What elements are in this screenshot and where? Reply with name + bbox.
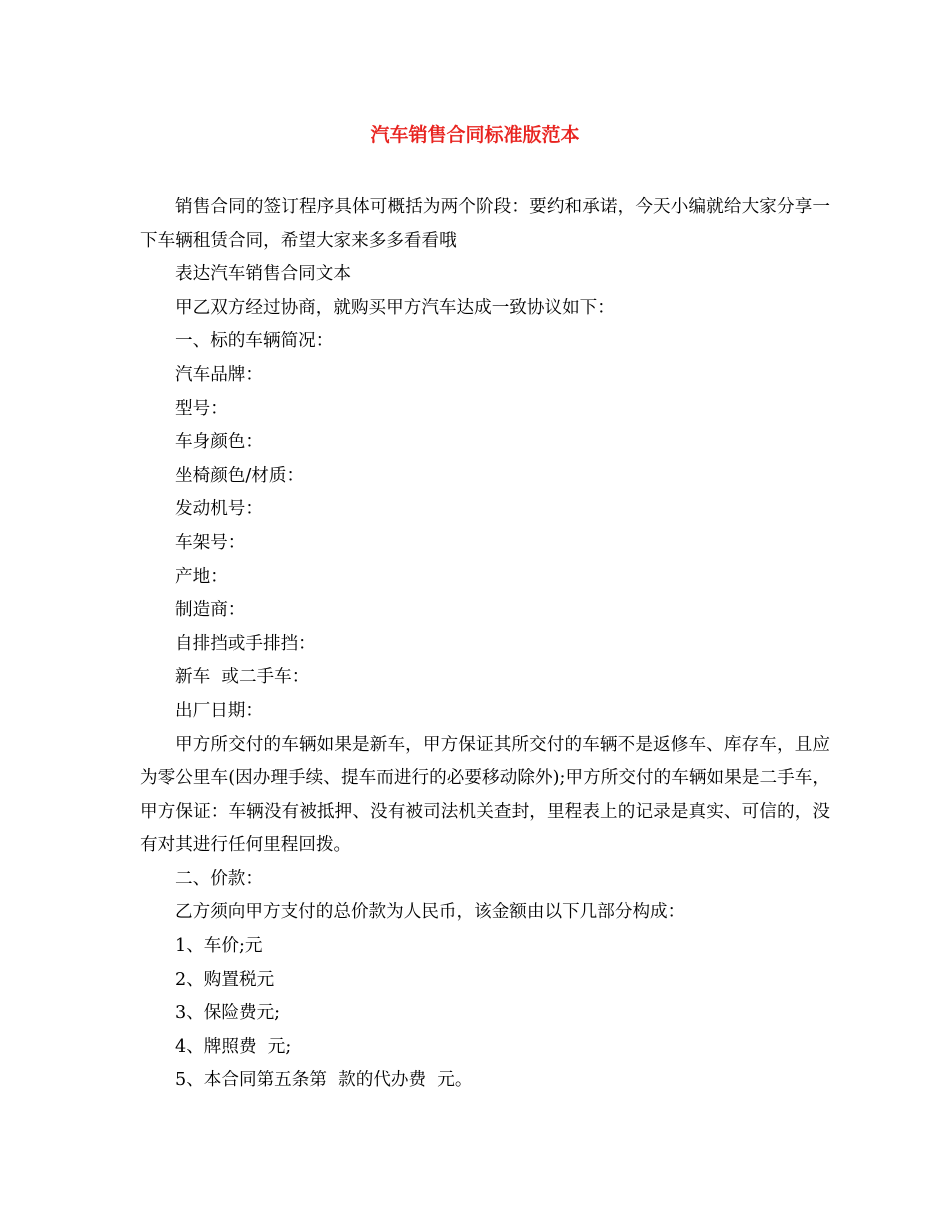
section-heading-price: 二、价款：: [175, 868, 263, 889]
price-item-insurance: 3、保险费元;: [175, 1003, 281, 1024]
field-new-or-used: 新车 或二手车：: [175, 667, 310, 688]
paragraph-price-total: 乙方须向甲方支付的总价款为人民币，该金额由以下几部分构成：: [175, 902, 686, 923]
paragraph-agreement: 甲乙双方经过协商，就购买甲方汽车达成一致协议如下：: [175, 297, 615, 318]
field-brand: 汽车品牌：: [175, 364, 263, 385]
price-item-agency-fee: 5、本合同第五条第 款的代办费 元。: [175, 1070, 473, 1091]
field-seat-color: 坐椅颜色/材质：: [175, 465, 305, 486]
field-manufacturer: 制造商：: [175, 600, 246, 621]
document-body: [140, 191, 830, 1098]
paragraph-heading-text: 表达汽车销售合同文本: [175, 264, 351, 285]
price-item-tax: 2、购置税元: [175, 969, 275, 990]
field-frame-number: 车架号：: [175, 532, 246, 553]
price-item-license: 4、牌照费 元;: [175, 1036, 292, 1057]
field-transmission: 自排挡或手排挡：: [175, 633, 316, 654]
paragraph-intro: 销售合同的签订程序具体可概括为两个阶段：要约和承诺，今天小编就给大家分享一下车辆租赁合同，希望大家来多多看看哦: [140, 197, 830, 251]
section-heading-vehicle: 一、标的车辆简况：: [175, 331, 334, 352]
field-origin: 产地：: [175, 566, 228, 587]
field-production-date: 出厂日期：: [175, 700, 263, 721]
document-title: 汽车销售合同标准版范本: [370, 124, 580, 146]
price-item-car: 1、车价;元: [175, 936, 263, 957]
field-body-color: 车身颜色：: [175, 432, 263, 453]
field-model: 型号：: [175, 398, 228, 419]
field-engine-number: 发动机号：: [175, 499, 263, 520]
paragraph-vehicle-guarantee: 甲方所交付的车辆如果是新车，甲方保证其所交付的车辆不是返修车、库存车，且应为零公里车(因办理手续、提车而进行的必要移动除外);甲方所交付的车辆如果是二手车，甲方保证：车辆没有被抵押、没有被司法机关查封，里程表上的记录是真实、可信的，没有对其进行任何里程回拨。: [140, 734, 830, 856]
